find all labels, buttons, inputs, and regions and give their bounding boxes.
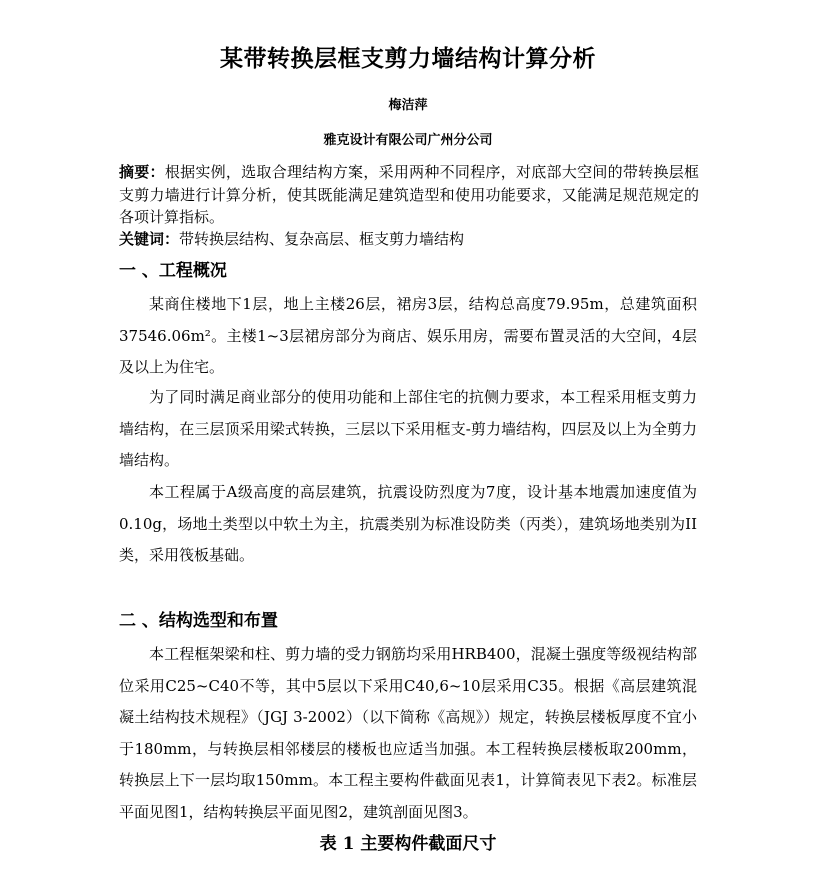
keywords — [119, 228, 699, 250]
keywords-label: 关键词： — [119, 230, 180, 248]
section-1-paragraph-2: 为了同时满足商业部分的使用功能和上部住宅的抗侧力要求，本工程采用框支剪力墙结构，在三层顶采用梁式转换，三层以下采用框支-剪力墙结构，四层及以上为全剪力墙结构。 — [119, 388, 697, 469]
table-caption: 表 1 主要构件截面尺寸 — [319, 834, 497, 854]
section-2-paragraph-1: 本工程框架梁和柱、剪力墙的受力钢筋均采用HRB400，混凝土强度等级视结构部位采用C25~C40不等，其中5层以下采用C40,6~10层采用C35。根据《高层建筑混凝土结构技术规程》（JGJ 3-2002）（以下简称《高规》）规定，转换层楼板厚度不宜小于180mm，与转换层相邻楼层的楼板也应适当加强。本工程转换层楼板取200mm，转换层上下一层均取150mm。本工程主要构件截面见表1，计算简表见下表2。标准层平面见图1，结构转换层平面见图2，建筑剖面见图3。 — [119, 645, 697, 821]
section-1-paragraph-3: 本工程属于A级高度的高层建筑，抗震设防烈度为7度，设计基本地震加速度值为0.10g，场地土类型以中软土为主，抗震类别为标准设防类（丙类），建筑场地类别为II类，采用筏板基础。 — [119, 483, 697, 564]
paper-title: 某带转换层框支剪力墙结构计算分析 — [220, 45, 596, 72]
abstract — [119, 161, 699, 229]
section-heading-1: 一 、工程概况 — [119, 261, 227, 281]
keywords-text: 带转换层结构、复杂高层、框支剪力墙结构 — [179, 230, 465, 248]
author-name: 梅洁萍 — [388, 98, 428, 113]
abstract-label: 摘要： — [119, 163, 165, 181]
section-1-paragraph-1: 某商住楼地下1层，地上主楼26层，裙房3层，结构总高度79.95m，总建筑面积37546.06m²。主楼1~3层裙房部分为商店、娱乐用房，需要布置灵活的大空间，4层及以上为住宅。 — [119, 295, 697, 376]
abstract-text: 根据实例，选取合理结构方案，采用两种不同程序，对底部大空间的带转换层框支剪力墙进行计算分析，使其既能满足建筑造型和使用功能要求，又能满足规范规定的各项计算指标。 — [119, 163, 699, 226]
section-heading-2: 二 、结构选型和布置 — [119, 611, 278, 631]
author-affiliation: 雅克设计有限公司广州分公司 — [323, 133, 493, 148]
